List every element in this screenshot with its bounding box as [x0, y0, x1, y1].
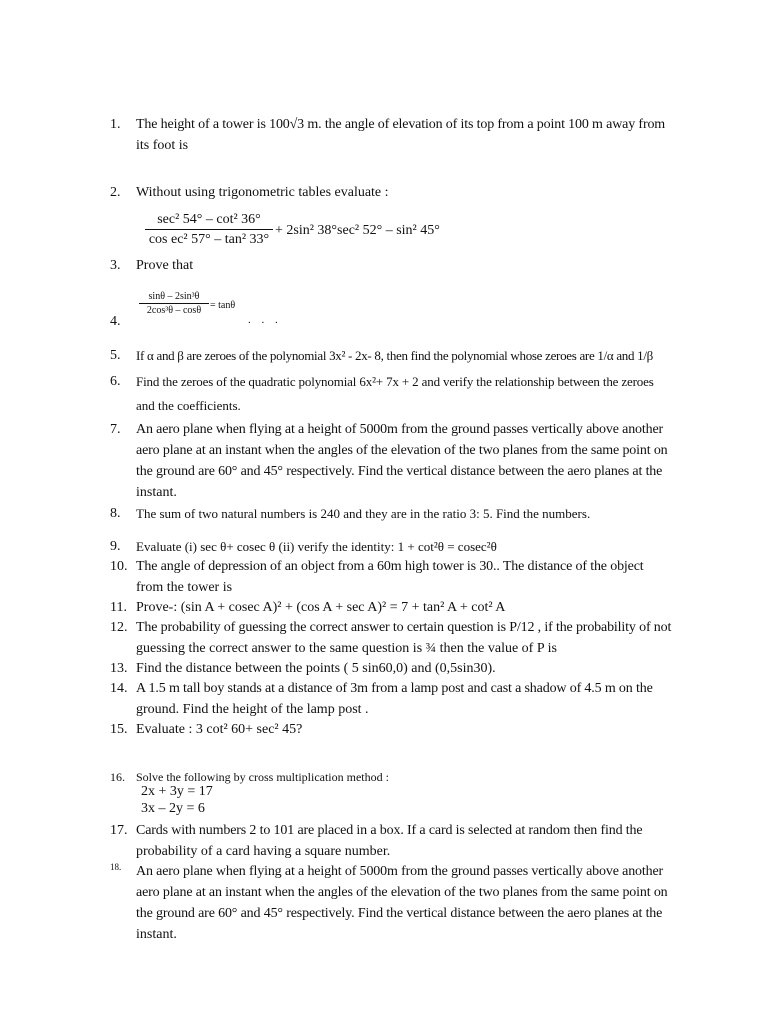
fraction-numerator: sinθ – 2sin³θ — [148, 291, 200, 302]
question-text-line: aero plane at an instant when the angles of the elevation of the two planes from the same point on — [136, 885, 668, 900]
question-text: Find the distance between the points ( 5 sin60,0) and (0,5sin30). — [136, 661, 496, 676]
question-13 — [110, 658, 730, 679]
question-number: 18. — [110, 862, 122, 872]
question-text: Without using trigonometric tables evaluate : — [136, 185, 389, 200]
question-text-line: The angle of depression of an object from a 60m high tower is 30.. The distance of the object — [136, 559, 644, 574]
question-17 — [110, 820, 730, 862]
question-18 — [110, 861, 730, 945]
question-10 — [110, 556, 730, 598]
question-text-line: Cards with numbers 2 to 101 are placed in a box. If a card is selected at random then find the — [136, 823, 643, 838]
question-text: Prove that — [136, 258, 194, 273]
question-text-line: guessing the correct answer to the same question is ¾ then the value of P is — [136, 641, 557, 656]
question-text-line: probability of a card having a square number. — [136, 844, 391, 859]
fraction-denominator: cos ec² 57° – tan² 33° — [148, 232, 270, 247]
question-number: 16. — [110, 770, 125, 784]
fraction-denominator: 2cos³θ – cosθ — [146, 305, 202, 316]
question-number: 5. — [110, 348, 121, 363]
question-text-line: its foot is — [136, 138, 189, 153]
question-5 — [110, 345, 750, 366]
ellipsis: . . . — [248, 314, 282, 326]
fraction-numerator: sec² 54° – cot² 36° — [157, 212, 261, 227]
question-text-line: ground. Find the height of the lamp post . — [136, 702, 369, 717]
question-text: Solve the following by cross multiplication method : — [136, 770, 389, 784]
question-number: 15. — [110, 722, 128, 737]
question-text: The sum of two natural numbers is 240 and they are in the ratio 3: 5. Find the numbers. — [136, 506, 591, 521]
question-number: 9. — [110, 539, 121, 554]
question-12 — [110, 617, 730, 659]
question-14 — [110, 678, 730, 720]
question-11 — [110, 597, 730, 618]
question-7 — [110, 419, 730, 503]
question-number: 2. — [110, 185, 121, 200]
expression-rhs: = tanθ — [210, 300, 236, 311]
question-text: Evaluate : 3 cot² 60+ sec² 45? — [136, 722, 303, 737]
question-text: Prove-: (sin A + cosec A)² + (cos A + sec A)² = 7 + tan² A + cot² A — [136, 600, 506, 615]
question-text-line: aero plane at an instant when the angles of the elevation of the two planes from the same point on — [136, 443, 668, 458]
expression-remainder: + 2sin² 38°sec² 52° – sin² 45° — [275, 223, 440, 238]
question-8 — [110, 503, 730, 524]
question-3 — [110, 255, 730, 276]
question-number: 12. — [110, 620, 128, 635]
question-text-line: instant. — [136, 485, 177, 500]
question-number: 14. — [110, 681, 128, 696]
question-text-line: An aero plane when flying at a height of 5000m from the ground passes vertically above another — [136, 864, 664, 879]
question-text-line: the ground are 60° and 45° respectively. Find the vertical distance between the aero planes at the — [136, 464, 663, 479]
question-text-line: Find the zeroes of the quadratic polynomial 6x²+ 7x + 2 and verify the relationship between the zeroes — [136, 374, 654, 389]
question-number: 8. — [110, 506, 121, 521]
question-number: 4. — [110, 314, 121, 329]
question-number: 10. — [110, 559, 128, 574]
question-text-line: The height of a tower is 100√3 m. the angle of elevation of its top from a point 100 m away from — [136, 117, 666, 132]
question-number: 1. — [110, 117, 121, 132]
question-text: If α and β are zeroes of the polynomial 3x² - 2x- 8, then find the polynomial whose zeroes are 1/α and 1/β — [136, 348, 653, 363]
question-text-line: instant. — [136, 927, 177, 942]
question-9 — [110, 536, 730, 557]
question-number: 11. — [110, 600, 127, 615]
question-text-line: the ground are 60° and 45° respectively. Find the vertical distance between the aero planes at the — [136, 906, 663, 921]
question-number: 13. — [110, 661, 128, 676]
question-text-line: and the coefficients. — [136, 398, 241, 413]
question-6 — [110, 370, 730, 418]
question-number: 3. — [110, 258, 121, 273]
question-text-line: An aero plane when flying at a height of 5000m from the ground passes vertically above another — [136, 422, 664, 437]
question-text: Evaluate (i) sec θ+ cosec θ (ii) verify the identity: 1 + cot²θ = cosec²θ — [136, 539, 497, 554]
question-15 — [110, 719, 730, 740]
question-1 — [110, 114, 730, 156]
question-text-line: A 1.5 m tall boy stands at a distance of 3m from a lamp post and cast a shadow of 4.5 m on the — [136, 681, 653, 696]
question-number: 6. — [110, 374, 121, 389]
question-number: 17. — [110, 823, 128, 838]
question-text-line: from the tower is — [136, 580, 233, 595]
fraction-expression — [145, 210, 273, 249]
equation-2: 3x – 2y = 6 — [141, 801, 205, 816]
fraction-expression — [139, 290, 209, 317]
question-2 — [110, 182, 730, 203]
question-number: 7. — [110, 422, 121, 437]
question-text-line: The probability of guessing the correct answer to certain question is P/12 , if the probability of not — [136, 620, 672, 635]
equation-1: 2x + 3y = 17 — [141, 784, 213, 799]
